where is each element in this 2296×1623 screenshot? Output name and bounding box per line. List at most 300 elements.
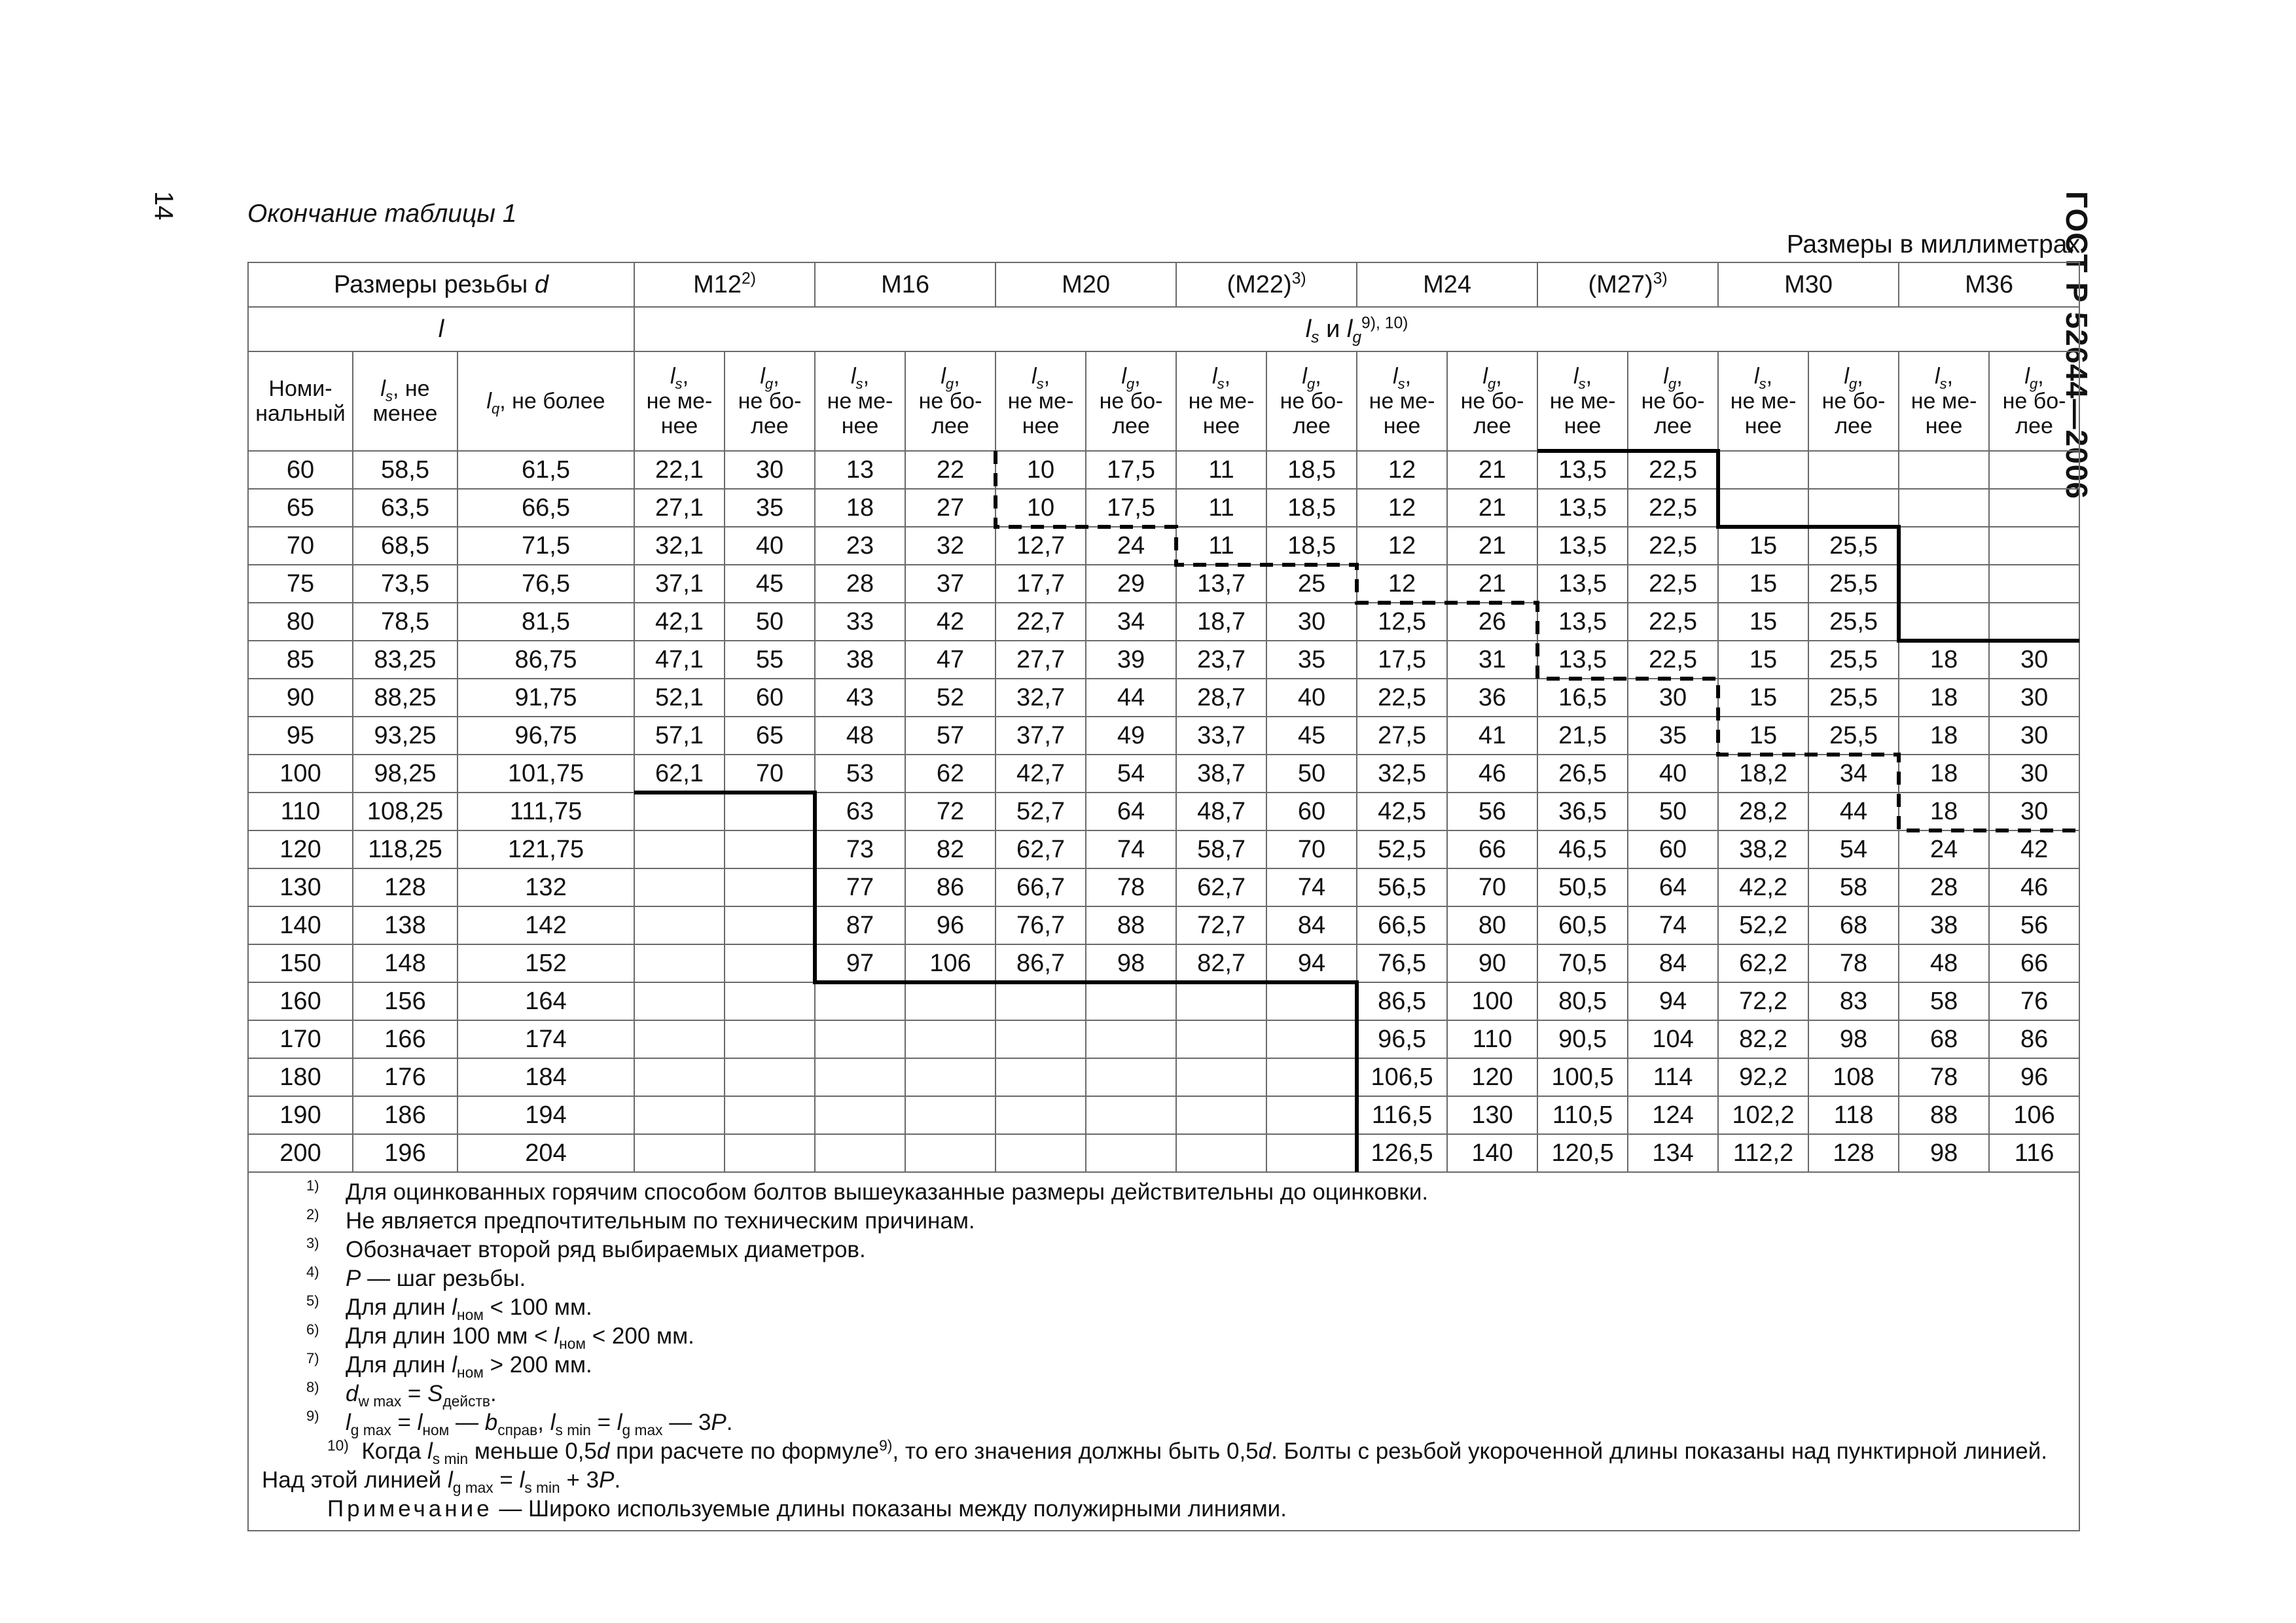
table-cell: 28,7 [1176,679,1266,717]
table-cell [634,982,725,1020]
table-cell [1086,982,1176,1020]
table-cell [1808,489,1899,527]
table-cell: 97 [815,944,905,982]
table-cell [1266,1058,1357,1096]
table-cell: 93,25 [353,717,457,755]
table-cell: 68,5 [353,527,457,565]
table-cell: 13,7 [1176,565,1266,603]
table-cell: 56 [1989,906,2079,944]
table-row [248,755,2079,793]
table-cell [634,1096,725,1134]
table-cell [815,1058,905,1096]
table-cell: 10 [996,489,1086,527]
units-note: Размеры в миллиметрах [1786,230,2080,259]
table-cell: 150 [248,944,353,982]
table-cell: 50 [1628,793,1718,830]
table-cell: 114 [1628,1058,1718,1096]
table-cell: 46 [1989,868,2079,906]
table-cell: 62,1 [634,755,725,793]
table-cell [725,1096,815,1134]
table-cell: 62,7 [1176,868,1266,906]
table-cell: 62,2 [1718,944,1808,982]
table-cell: 116 [1989,1134,2079,1172]
table-cell: 18,5 [1266,527,1357,565]
table-cell: 52,7 [996,793,1086,830]
table-cell [1086,1058,1176,1096]
lg-max-pair-header: $l_g$, не бо-лее [1628,351,1718,451]
table-cell: 140 [248,906,353,944]
footnote-9: 9) $l_{g max} = l_{ном}$ — $b_{справ}$, $l_{s min} = l_{g max}$ — 3P. [306,1408,733,1438]
table-cell: 82 [905,830,996,868]
table-row [248,1020,2079,1058]
table-cell: 101,75 [457,755,634,793]
table-cell: 90,5 [1537,1020,1628,1058]
footnote-10: $^{10)}$ Когда $l_{s min}$ меньше 0,5d при расчете по формуле$^{9)}$, то его значения должны быть 0,5d. Болты с резьбой укороченной длины показаны над пунктирной линией. Над этой линией $l_{g max} = l_{s min} + 3P$. [262,1436,2047,1496]
length-header: l [248,307,634,351]
table-cell [634,793,725,830]
table-cell: 110 [1447,1020,1537,1058]
table-cell [1086,1096,1176,1134]
table-cell [1808,451,1899,489]
ls-min-pair-header: $l_s$, не ме-нее [1718,351,1808,451]
table-cell: 204 [457,1134,634,1172]
table-cell: 184 [457,1058,634,1096]
table-cell: 134 [1628,1134,1718,1172]
table-cell: 78 [1086,868,1176,906]
table-cell [1176,1096,1266,1134]
table-cell: 126,5 [1357,1134,1447,1172]
table-cell: 106 [1989,1096,2079,1134]
footnote-4: 4) P — шаг резьбы. [306,1264,526,1291]
table-cell: 50 [1266,755,1357,793]
table-cell [725,793,815,830]
table-cell: 10 [996,451,1086,489]
table-cell: 58,7 [1176,830,1266,868]
table-cell: 66,5 [1357,906,1447,944]
table-cell: 13,5 [1537,451,1628,489]
table-cell: 76,5 [457,565,634,603]
table-cell: 61,5 [457,451,634,489]
table-cell [905,1058,996,1096]
table-cell: 17,5 [1086,489,1176,527]
table-cell: 65 [248,489,353,527]
table-cell: 64 [1628,868,1718,906]
table-cell: 90 [248,679,353,717]
table-cell: 94 [1266,944,1357,982]
table-cell: 118 [1808,1096,1899,1134]
table-cell: 30 [725,451,815,489]
table-cell: 22,5 [1628,565,1718,603]
page-number: 14 [149,191,178,221]
table-cell: 111,75 [457,793,634,830]
table-cell [996,1020,1086,1058]
table-cell [905,1096,996,1134]
table-cell: 62,7 [996,830,1086,868]
footnote-8: 8) $d_{w max} = S_{действ}$. [306,1379,497,1410]
table-cell: 112,2 [1718,1134,1808,1172]
table-cell: 21 [1447,565,1537,603]
table-cell [725,982,815,1020]
table-cell [1899,489,1989,527]
table-cell: 58 [1808,868,1899,906]
table-cell: 32,7 [996,679,1086,717]
lg-max-pair-header: $l_g$, не бо-лее [725,351,815,451]
table-cell: 30 [1628,679,1718,717]
table-cell: 90 [1447,944,1537,982]
table-cell [1176,982,1266,1020]
table-cell: 138 [353,906,457,944]
table-caption: Окончание таблицы 1 [247,200,517,228]
table-cell: 15 [1718,641,1808,679]
table-cell: 22,5 [1628,489,1718,527]
table-cell: 164 [457,982,634,1020]
table-cell: 98 [1808,1020,1899,1058]
nominal-length-header: Номи-нальный [248,351,353,451]
table-row [248,527,2079,565]
table-cell: 176 [353,1058,457,1096]
table-cell [1086,1134,1176,1172]
table-row [248,793,2079,830]
table-cell: 47,1 [634,641,725,679]
table-cell: 42,2 [1718,868,1808,906]
ls-lg-header: $l_s$ и $l_g^{9), 10)}$ [634,307,2079,351]
table-cell: 25,5 [1808,641,1899,679]
table-cell [725,1020,815,1058]
table-cell: 35 [1266,641,1357,679]
table-cell: 60 [248,451,353,489]
table-cell [905,982,996,1020]
ls-min-pair-header: $l_s$, не ме-нее [996,351,1086,451]
table-row [248,603,2079,641]
table-cell: 16,5 [1537,679,1628,717]
table-row [248,830,2079,868]
table-cell: 17,7 [996,565,1086,603]
table-cell: 42,5 [1357,793,1447,830]
table-cell: 25,5 [1808,679,1899,717]
table-cell: 44 [1086,679,1176,717]
table-cell [634,1020,725,1058]
table-cell: 32,1 [634,527,725,565]
table-cell: 142 [457,906,634,944]
table-cell: 13,5 [1537,603,1628,641]
table-cell: 25,5 [1808,565,1899,603]
table-cell: 121,75 [457,830,634,868]
table-cell [634,1058,725,1096]
table-cell [1718,451,1808,489]
table-cell: 41 [1447,717,1537,755]
table-cell: 196 [353,1134,457,1172]
table-cell [725,868,815,906]
table-cell: 53 [815,755,905,793]
lg-max-pair-header: $l_g$, не бо-лее [1808,351,1899,451]
table-cell: 100 [248,755,353,793]
table-cell: 63 [815,793,905,830]
ls-min-pair-header: $l_s$, не ме-нее [1176,351,1266,451]
table-cell: 108,25 [353,793,457,830]
table-cell: 73 [815,830,905,868]
table-cell: 23 [815,527,905,565]
table-cell: 30 [1989,679,2079,717]
table-cell: 24 [1086,527,1176,565]
table-cell: 25,5 [1808,717,1899,755]
table-cell: 98,25 [353,755,457,793]
table-cell: 23,7 [1176,641,1266,679]
table-cell: 25 [1266,565,1357,603]
table-cell: 55 [725,641,815,679]
table-cell: 180 [248,1058,353,1096]
table-cell: 156 [353,982,457,1020]
table-cell: 91,75 [457,679,634,717]
table-cell: 58 [1899,982,1989,1020]
table-cell: 15 [1718,603,1808,641]
table-cell: 30 [1989,641,2079,679]
footnote-1: 1) Для оцинкованных горячим способом болтов вышеуказанные размеры действительны до оцинковки. [306,1177,1429,1205]
table-cell: 130 [248,868,353,906]
table-row [248,489,2079,527]
table-cell: 102,2 [1718,1096,1808,1134]
table-cell: 100 [1447,982,1537,1020]
table-cell: 81,5 [457,603,634,641]
table-cell: 186 [353,1096,457,1134]
table-cell: 28 [815,565,905,603]
table-cell: 56,5 [1357,868,1447,906]
table-cell: 100,5 [1537,1058,1628,1096]
table-cell: 78 [1808,944,1899,982]
table-cell: 18,5 [1266,451,1357,489]
footnote-7: 7) Для длин $l_{ном} > 200$ мм. [306,1350,592,1381]
standard-code: ГОСТ Р 52644—2006 [2060,191,2094,499]
table-cell: 17,5 [1086,451,1176,489]
table-cell: 88 [1086,906,1176,944]
table-cell: 52,1 [634,679,725,717]
table-cell: 15 [1718,717,1808,755]
table-cell: 174 [457,1020,634,1058]
table-cell: 78,5 [353,603,457,641]
table-cell [1266,1134,1357,1172]
size-header: M30 [1718,262,1899,307]
table-cell: 92,2 [1718,1058,1808,1096]
table-cell: 70 [725,755,815,793]
table-cell: 42 [1989,830,2079,868]
table-cell: 39 [1086,641,1176,679]
ls-min-pair-header: $l_s$, не ме-нее [1537,351,1628,451]
table-cell: 72,7 [1176,906,1266,944]
table-cell: 22 [905,451,996,489]
table-cell: 73,5 [353,565,457,603]
table-cell: 26,5 [1537,755,1628,793]
table-cell: 190 [248,1096,353,1134]
table-cell: 71,5 [457,527,634,565]
table-cell: 18,5 [1266,489,1357,527]
table-cell: 77 [815,868,905,906]
table-cell: 82,7 [1176,944,1266,982]
table-cell: 52 [905,679,996,717]
table-cell: 84 [1628,944,1718,982]
table-cell: 21 [1447,451,1537,489]
table-row [248,565,2079,603]
table-cell: 12 [1357,565,1447,603]
table-cell: 85 [248,641,353,679]
table-cell: 13,5 [1537,527,1628,565]
table-cell: 32 [905,527,996,565]
table-cell: 140 [1447,1134,1537,1172]
table-cell: 132 [457,868,634,906]
table-cell: 21,5 [1537,717,1628,755]
table-cell: 32,5 [1357,755,1447,793]
table-cell: 82,2 [1718,1020,1808,1058]
table-cell [1176,1134,1266,1172]
size-header: $(M22)^{3)}$ [1176,262,1357,307]
table-cell: 74 [1086,830,1176,868]
table-cell [815,1134,905,1172]
table-cell: 22,5 [1628,603,1718,641]
table-cell: 13,5 [1537,489,1628,527]
table-cell: 30 [1266,603,1357,641]
table-cell: 22,1 [634,451,725,489]
table-cell: 65 [725,717,815,755]
table-cell: 12 [1357,527,1447,565]
table-cell [634,944,725,982]
table-cell: 80 [248,603,353,641]
table-cell: 22,7 [996,603,1086,641]
table-cell: 94 [1628,982,1718,1020]
table-cell: 63,5 [353,489,457,527]
table-cell: 15 [1718,527,1808,565]
table-cell: 60,5 [1537,906,1628,944]
table-cell: 35 [1628,717,1718,755]
table-cell: 64 [1086,793,1176,830]
table-cell: 80,5 [1537,982,1628,1020]
table-cell: 98 [1899,1134,1989,1172]
table-cell: 24 [1899,830,1989,868]
table-cell: 34 [1086,603,1176,641]
table-cell [996,1096,1086,1134]
table-cell: 13,5 [1537,641,1628,679]
table-cell [634,1134,725,1172]
table-cell: 28 [1899,868,1989,906]
table-row [248,1134,2079,1172]
table-cell: 12 [1357,489,1447,527]
table-row [248,1096,2079,1134]
table-cell: 48,7 [1176,793,1266,830]
table-cell: 21 [1447,489,1537,527]
table-cell: 108 [1808,1058,1899,1096]
table-cell [634,868,725,906]
table-cell [634,830,725,868]
table-cell: 28,2 [1718,793,1808,830]
table-cell: 31 [1447,641,1537,679]
table-cell: 60 [1266,793,1357,830]
table-cell: 120 [1447,1058,1537,1096]
table-cell: 83,25 [353,641,457,679]
table-cell: 49 [1086,717,1176,755]
table-cell: 70,5 [1537,944,1628,982]
table-cell [1899,451,1989,489]
footnote-5: 5) Для длин $l_{ном} < 100$ мм. [306,1293,592,1323]
thread-size-header: Размеры резьбы d [248,262,634,307]
table-cell [725,944,815,982]
table-cell: 148 [353,944,457,982]
table-cell [1989,451,2079,489]
table-cell: 37,1 [634,565,725,603]
table-cell: 38 [815,641,905,679]
table-cell [1899,603,1989,641]
table-cell: 72 [905,793,996,830]
table-cell: 37 [905,565,996,603]
table-cell: 70 [248,527,353,565]
table-cell: 96 [905,906,996,944]
table-cell: 12,7 [996,527,1086,565]
table-cell: 27,1 [634,489,725,527]
table-cell: 96,75 [457,717,634,755]
table-cell: 15 [1718,565,1808,603]
table-note: Примечание — Широко используемые длины показаны между полужирными линиями. [327,1496,1287,1522]
table-cell: 47 [905,641,996,679]
footnote-3: 3) Обозначает второй ряд выбираемых диаметров. [306,1235,866,1262]
table-cell: 29 [1086,565,1176,603]
table-cell [725,1058,815,1096]
size-header: M20 [996,262,1176,307]
size-header: M16 [815,262,996,307]
footnote-2: 2) Не является предпочтительным по техническим причинам. [306,1206,975,1234]
table-cell: 120 [248,830,353,868]
table-cell: 43 [815,679,905,717]
table-cell: 18 [815,489,905,527]
table-cell: 118,25 [353,830,457,868]
table-cell [1086,1020,1176,1058]
table-cell [725,1134,815,1172]
table-cell: 48 [815,717,905,755]
table-cell: 38 [1899,906,1989,944]
table-cell: 40 [1628,755,1718,793]
table-cell: 88 [1899,1096,1989,1134]
table-cell [815,1020,905,1058]
table-cell: 130 [1447,1096,1537,1134]
table-cell: 60 [1628,830,1718,868]
table-cell: 194 [457,1096,634,1134]
table-cell: 21 [1447,527,1537,565]
bolt-dimensions-table [247,262,2080,1531]
table-cell [634,906,725,944]
table-cell: 58,5 [353,451,457,489]
table-cell: 25,5 [1808,527,1899,565]
table-cell: 86,7 [996,944,1086,982]
table-cell: 18 [1899,717,1989,755]
table-row [248,717,2079,755]
table-row [248,868,2079,906]
ls-min-pair-header: $l_s$, не ме-нее [815,351,905,451]
table-cell: 33,7 [1176,717,1266,755]
table-cell: 42 [905,603,996,641]
table-cell: 18 [1899,679,1989,717]
table-cell: 95 [248,717,353,755]
table-cell: 96 [1989,1058,2079,1096]
table-cell [1989,489,2079,527]
table-row [248,641,2079,679]
size-header: M24 [1357,262,1537,307]
table-cell [1266,1020,1357,1058]
table-cell: 42,1 [634,603,725,641]
lg-max-pair-header: $l_g$, не бо-лее [1447,351,1537,451]
table-cell: 78 [1899,1058,1989,1096]
table-cell: 152 [457,944,634,982]
table-cell: 40 [1266,679,1357,717]
table-cell: 45 [1266,717,1357,755]
table-cell: 36,5 [1537,793,1628,830]
table-cell [1899,565,1989,603]
table-cell: 170 [248,1020,353,1058]
table-cell: 36 [1447,679,1537,717]
